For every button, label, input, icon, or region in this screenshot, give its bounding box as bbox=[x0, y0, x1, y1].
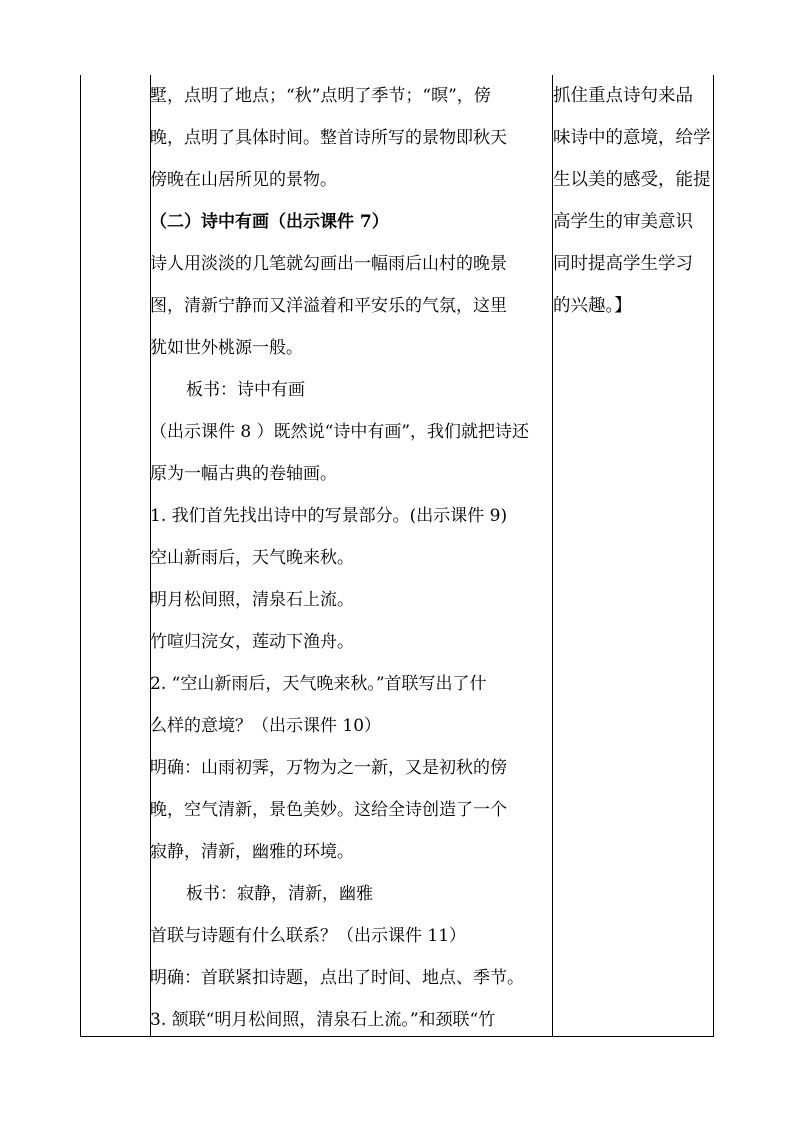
text-line: 首联与诗题有什么联系？（出示课件 11） bbox=[150, 926, 467, 946]
side-text-line: 抓住重点诗句来品 bbox=[553, 86, 693, 106]
lesson-content-column bbox=[150, 75, 552, 1041]
text-line: 傍晚在山居所见的景物。 bbox=[150, 170, 337, 190]
text-line: 晚，点明了具体时间。整首诗所写的景物即秋天 bbox=[150, 128, 507, 148]
table-border-right bbox=[713, 75, 714, 1037]
poem-line: 明月松间照，清泉石上流。 bbox=[150, 590, 354, 610]
text-line: 3. 颔联“明月松间照，清泉石上流。”和颈联“竹 bbox=[150, 1010, 496, 1030]
side-text-line: 味诗中的意境，给学 bbox=[553, 128, 711, 148]
poem-line: 空山新雨后，天气晚来秋。 bbox=[150, 548, 354, 568]
section-heading: （二）诗中有画（出示课件 7） bbox=[150, 212, 389, 232]
text-line: 晚，空气清新，景色美妙。这给全诗创造了一个 bbox=[150, 800, 507, 820]
side-text-line: 同时提高学生学习 bbox=[553, 254, 693, 274]
text-line: 犹如世外桃源一般。 bbox=[150, 338, 303, 358]
text-line: 1. 我们首先找出诗中的写景部分。(出示课件 9) bbox=[150, 506, 508, 526]
table-border-left bbox=[80, 75, 81, 1037]
text-line: 寂静，清新，幽雅的环境。 bbox=[150, 842, 354, 862]
text-line: 2. “空山新雨后，天气晚来秋。”首联写出了什 bbox=[150, 674, 487, 694]
side-text-line: 生以美的感受，能提 bbox=[553, 170, 711, 190]
board-note: 板书：寂静，清新，幽雅 bbox=[186, 884, 373, 904]
side-text-line: 高学生的审美意识 bbox=[553, 212, 693, 232]
text-line: 明确：山雨初霁，万物为之一新，又是初秋的傍 bbox=[150, 758, 507, 778]
design-intent-column bbox=[553, 75, 713, 327]
text-line: 明确：首联紧扣诗题，点出了时间、地点、季节。 bbox=[150, 968, 524, 988]
text-line: （出示课件 8 ）既然说“诗中有画”，我们就把诗还 bbox=[150, 422, 530, 442]
text-line: 么样的意境？（出示课件 10） bbox=[150, 716, 382, 736]
side-text-line: 的兴趣。】 bbox=[553, 296, 632, 316]
text-line: 诗人用淡淡的几笔就勾画出一幅雨后山村的晚景 bbox=[150, 254, 507, 274]
text-line: 原为一幅古典的卷轴画。 bbox=[150, 464, 337, 484]
poem-line: 竹喧归浣女，莲动下渔舟。 bbox=[150, 632, 354, 652]
text-line: 墅，点明了地点；“秋”点明了季节；“暝”，傍 bbox=[150, 86, 491, 106]
text-line: 图，清新宁静而又洋溢着和平安乐的气氛，这里 bbox=[150, 296, 507, 316]
board-note: 板书：诗中有画 bbox=[186, 380, 305, 400]
